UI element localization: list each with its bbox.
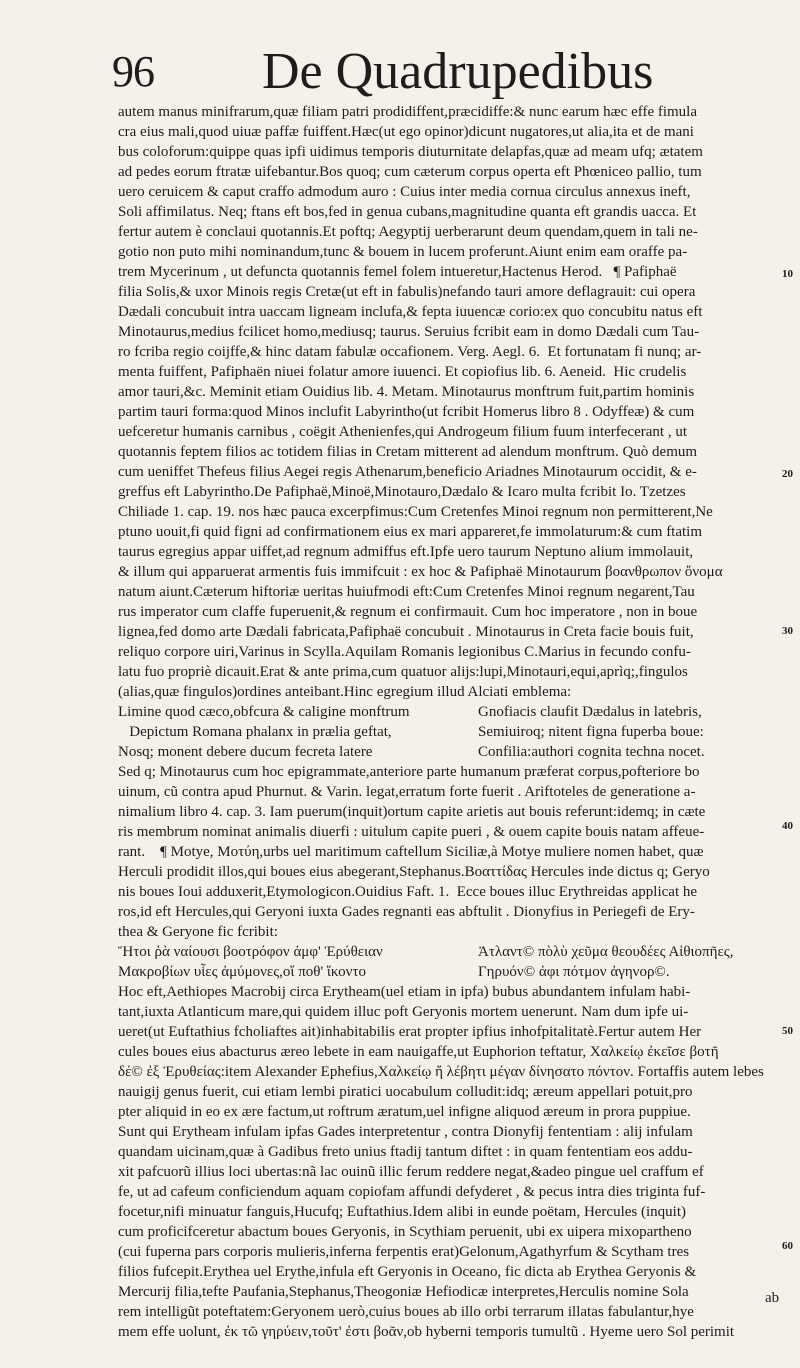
text-line: (alias,quæ fingulos)ordines anteibant.Hinc egregium illud Alciati emblema: [118, 684, 572, 700]
text-line: cra eius mali,quod uiuæ paffæ fuiffent.Hæc(ut ego opinor)dicunt nugatores,ut alia,ita et de mani [118, 124, 694, 140]
text-line: tant,iuxta Atlanticum mare,qui quidem illuc poft Geryonis mortem uenerunt. Nam dum ipfe ui- [118, 1004, 689, 1020]
verse-left: Limine quod cæco,obfcura & caligine monftrum [118, 704, 410, 720]
text-line: nis boues Ioui adduxerit,Etymologicon.Ouidius Faft. 1. Ecce boues illuc Erythreidas applicat he [118, 884, 698, 900]
text-line: greffus eft Labyrintho.De Pafiphaë,Minoë,Minotauro,Dædalo & Icaro multa fcribit Io. Tzetzes [118, 484, 686, 500]
text-line: taurus egregius appar uiffet,ad regnum admiffus eft.Ipfe uero taurum Neptuno alium immolauit, [118, 544, 694, 560]
text-line: nauigij genus fuerit, cui etiam lembi piratici uocabulum colludit:idq; æreum appellari potuit,pro [118, 1084, 693, 1100]
text-line: amor tauri,&c. Meminit etiam Ouidius lib. 4. Metam. Minotaurus monftrum fuit,partim hominis [118, 384, 695, 400]
text-line: xit pafcuorũ illius loci ubertas:nã lac ouinũ illic ferum reddere negat,&adeo pingue uel craffum ef [118, 1164, 704, 1180]
text-line: trem Mycerinum , ut defuncta quotannis femel folem intueretur,Hactenus Herod. ¶ Pafiphaë [118, 264, 677, 280]
text-line: cules boues eius abacturus æreo lebete in eam nauigaffe,ut Euphorion teftatur, Χαλκείῳ ἐκεῖσε βοτῆ [118, 1044, 719, 1060]
text-line: ros,id eft Hercules,qui Geryoni iuxta Gades regnanti eas abftulit . Dionyfius in Periegefi de Ery- [118, 904, 695, 920]
text-line: bus coloforum:quippe quas ipfi uidimus temporis diuturnitate delapfas,quæ ad meam ufq; ætatem [118, 144, 703, 160]
verse-line [118, 962, 798, 982]
text-line: rus imperator cum claffe fuperuenit,& regnum ei confirmauit. Cum hoc imperatore , non in boue [118, 604, 698, 620]
margin-line-number: 50 [782, 1025, 793, 1037]
text-line: pter aliquid in eo ex ære factum,ut roftrum æratum,uel infigne aliquod æreum in prora puppiue. [118, 1104, 691, 1120]
text-line: autem manus minifrarum,quæ filiam patri prodidiffent,præcidiffe:& nunc earum hæc effe fimula [118, 104, 698, 120]
text-line: Mercurij filia,tefte Paufania,Stephanus,Theogoniæ Hefiodicæ interpretes,Herculis nomine Sola [118, 1284, 689, 1300]
margin-line-number: 40 [782, 820, 793, 832]
text-line: Sed q; Minotaurus cum hoc epigrammate,anteriore parte humanum præferat corpus,pofteriore bo [118, 764, 700, 780]
text-line: quandam uicinam,quæ à Gadibus freto unius ftadij tantum diftet : in quam fententiam eos addu- [118, 1144, 693, 1160]
text-line: quotannis feptem filios ac totidem filias in Cretam mitterent ad alendum monftrum. Quò demum [118, 444, 698, 460]
text-line: ueret(ut Euftathius fcholiaftes ait)inhabitabilis erat propter ipfius inhofpitalitatè.Fertur autem Her [118, 1024, 702, 1040]
verse-right: Semiuiroq; nitent figna fuperba boue: [478, 724, 704, 740]
margin-line-number: 30 [782, 625, 793, 637]
text-line: uinum, cũ contra apud Phurnut. & Varin. legat,erratum forte fuerit . Ariftoteles de generatione a- [118, 784, 696, 800]
text-line: fertur autem è conclaui quotannis.Et poftq; Aegyptij uerberarunt deum quendam,quem in tali ne- [118, 224, 698, 240]
text-line: Chiliade 1. cap. 19. nos hæc pauca excerpfimus:Cum Cretenfes Minoi regnum non permitterent,Ne [118, 504, 713, 520]
text-line: filia Solis,& uxor Minois regis Cretæ(ut eft in fabulis)nefando tauri amore deflagrauit: cui opera [118, 284, 696, 300]
text-line: rem intelligũt poteftatem:Geryonem uerò,cuius boues ab illo orbi terrarum illatas fabulantur,hye [118, 1304, 694, 1320]
text-line: rant. ¶ Motye, Μοτύη,urbs uel maritimum caftellum Siciliæ,à Motye muliere nomen habet, quæ [118, 844, 704, 860]
text-line: Soli affimilatus. Neq; ftans eft bos,fed in genua cubans,magnitudine quanta eft grandis uacca. Et [118, 204, 697, 220]
verse-line [118, 722, 798, 742]
text-line: δέ© ἐξ Ἐρυθείας:item Alexander Ephefius,Χαλκείῳ ἤ λέβητι μέγαν δίνησατο πόντον. Fortaffis autem lebes [118, 1064, 764, 1080]
body-text [118, 102, 798, 1342]
text-line: filios fufcepit.Erythea uel Erythe,infula eft Geryonis in Oceano, fic dicta ab Erythea Geryonis & [118, 1264, 697, 1280]
running-title: De Quadrupedibus [262, 43, 654, 100]
text-line: ro fcriba regio coijffe,& hinc datam fabulæ occafionem. Verg. Aegl. 6. Et fortunatam fi nunq; ar- [118, 344, 702, 360]
text-line: reliquo corpore uiri,Varinus in Scylla.Aquilam Romanis legionibus C.Marius in fecundo confu- [118, 644, 691, 660]
verse-right: Ἀτλαντ© πὸλὺ χεῦμα θεουδέες Αἰθιοπῆες, [478, 944, 734, 960]
verse-left: Μακροβίων υἷες ἀμύμονες,οἵ ποθ' ἵκοντο [118, 964, 366, 980]
verse-line [118, 942, 798, 962]
text-line: Sunt qui Erytheam infulam ipfas Gades interpretentur , contra Dionyfij fententiam : alij infulam [118, 1124, 693, 1140]
page-number: 96 [112, 47, 154, 96]
text-line: & illum qui apparuerat armentis fuis immifcuit : ex hoc & Pafiphaë Minotaurum βοανθρωπον ὄνομα [118, 564, 723, 580]
text-line: Hoc eft,Aethiopes Macrobij circa Erytheam(uel etiam in ipfa) bubus abundantem infulam habi- [118, 984, 691, 1000]
verse-right: Gnofiacis claufit Dædalus in latebris, [478, 704, 702, 720]
text-line: nimalium libro 4. cap. 3. Iam puerum(inquit)ortum capite arietis aut bouis referunt:idemq; in cæte [118, 804, 706, 820]
catchword: ab [765, 1290, 780, 1306]
text-line: cum ueniffet Thefeus filius Aegei regis Athenarum,beneficio Ariadnes Minotaurum occidit, & e- [118, 464, 697, 480]
verse-line [118, 702, 798, 722]
text-line: focetur,nifi minuatur fanguis,Hucufq; Euftathius.Idem alibi in eunde poëtam, Hercules (inquit) [118, 1204, 686, 1220]
text-line: gotio non puto mihi nominandum,tunc & bouem in lucem proferunt.Aiunt enim eam oraffe pa- [118, 244, 688, 260]
text-line: Herculi prodidit illos,qui boues eius abegerant,Stephanus.Βοαττίδας Hercules inde dictus q; Geryo [118, 864, 710, 880]
text-line: ptuno uouit,fi quid figni ad confirmationem eius ex mari appareret,fe immolaturum:& cum ftatim [118, 524, 703, 540]
text-line: uefceretur humanis carnibus , coëgit Athenienfes,qui Androgeum filium fuum interfecerant , ut [118, 424, 687, 440]
text-line: menta fuiffent, Pafiphaën niuei folatur amore iuuenci. Et copiofius lib. 6. Aeneid. Hic crudelis [118, 364, 687, 380]
margin-line-number: 60 [782, 1240, 793, 1252]
text-line: ris membrum nominat animalis diuerfi : uitulum capite pueri , & ouem capite bouis natam affeue- [118, 824, 705, 840]
verse-left: Depictum Romana phalanx in prælia geftat, [118, 724, 392, 740]
verse-left: Nosq; monent debere ducum fecreta latere [118, 744, 373, 760]
text-line: uero ceruicem & caput craffo admodum auro : Cuius inter media cornua circulus annexus ineft, [118, 184, 691, 200]
text-line: Dædali concubuit intra uaccam ligneam inclufa,& fepta iuuencæ corio:ex quo concubitu natus eft [118, 304, 703, 320]
verse-right: Confilia:authori cognita techna nocet. [478, 744, 705, 760]
margin-line-number: 10 [782, 268, 793, 280]
verse-left: Ἤτοι ῥὰ ναίουσι βοοτρόφον ἀμφ' Ἐρύθειαν [118, 944, 383, 960]
text-line: cum proficifceretur abactum boues Geryonis, in Scythiam peruenit, ubi ex uipera mixopartheno [118, 1224, 692, 1240]
verse-right: Γηρυόν© ἀφι πότμον ἀγηνορ©. [478, 964, 670, 980]
text-line: thea & Geryone fic fcribit: [118, 924, 278, 940]
text-line: partim tauri forma:quod Minos inclufit Labyrintho(ut fcribit Homerus libro 8 . Odyffeæ) & cum [118, 404, 695, 420]
text-line: fe, ut ad cafeum conficiendum aquam copiofam affundi defyderet , & pecus intra dies triginta fuf- [118, 1184, 706, 1200]
text-line: mem effe uolunt, ἐκ τῶ γηρύειν,τοῦτ' ἐστι βοᾶν,ob hyberni temporis tumultũ . Hyeme uero Sol perimit [118, 1324, 735, 1340]
text-line: latu fuo propriè dicauit.Erat & ante prima,cum quatuor alijs:lupi,Minotauri,equi,aprìq;,fingulos [118, 664, 688, 680]
text-line: ad pedes eorum ftratæ uifebantur.Bos quoq; cum cæterum corpus operta eft Phœniceo pallio, tum [118, 164, 702, 180]
margin-line-number: 20 [782, 468, 793, 480]
text-line: lignea,fed domo arte Dædali fabricata,Pafiphaë concubuit . Minotaurus in Creta facie bouis fuit, [118, 624, 694, 640]
text-line: natum aiunt.Cæterum hiftoriæ ueritas huiufmodi eft:Cum Cretenfes Minoi regnum negarent,Tau [118, 584, 695, 600]
verse-line [118, 742, 798, 762]
text-line: (cui fuperna pars corporis mulieris,inferna ferpentis erat)Gelonum,Agathyrfum & Scytham tres [118, 1244, 690, 1260]
text-line: Minotaurus,medius fcilicet homo,mediusq; taurus. Seruius fcribit eam in domo Dædali cum Tau- [118, 324, 700, 340]
